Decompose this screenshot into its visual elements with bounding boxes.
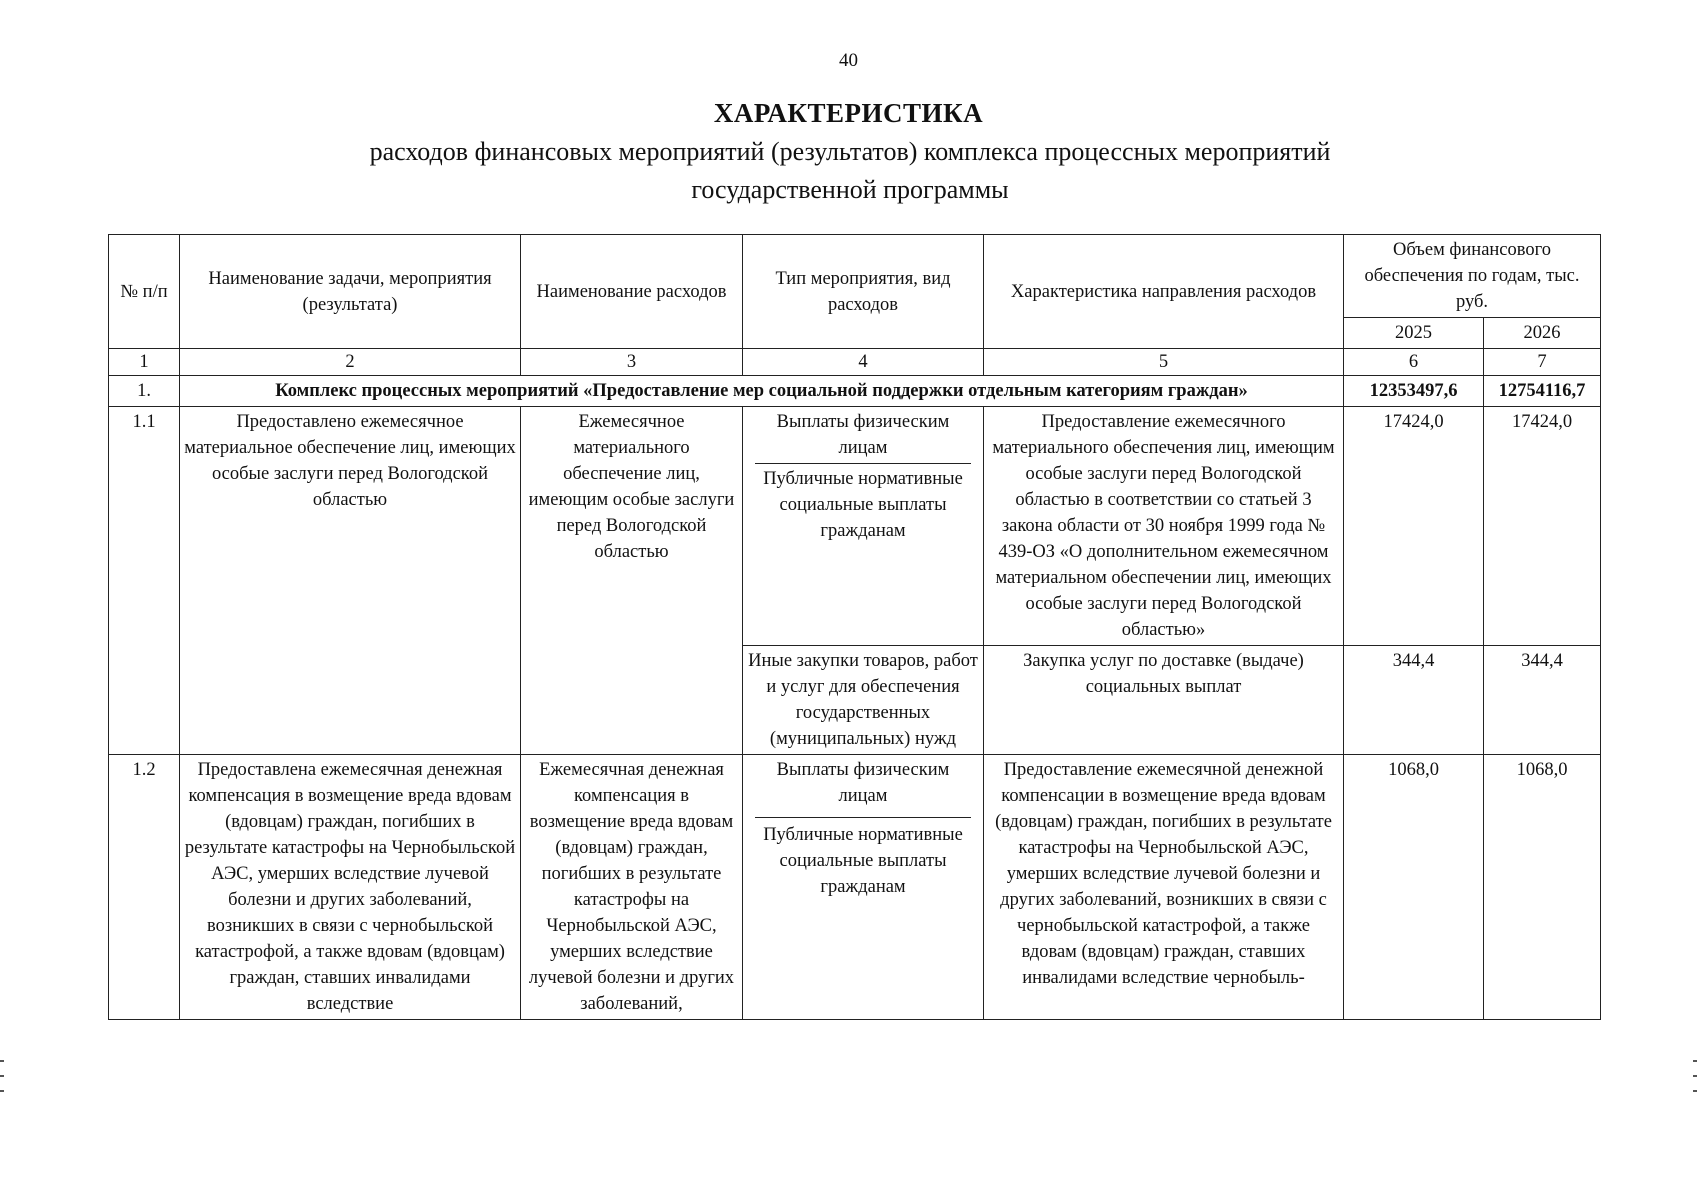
row-value-2025: 1068,0 bbox=[1344, 755, 1484, 1020]
column-number: 5 bbox=[984, 349, 1344, 376]
header-cell-type: Тип мероприятия, вид расходов bbox=[743, 235, 984, 349]
table-row bbox=[109, 755, 1601, 1020]
margin-mark bbox=[0, 1060, 4, 1062]
header-row bbox=[109, 235, 1601, 318]
column-number: 1 bbox=[109, 349, 180, 376]
subtitle-line-1: расходов финансовых мероприятий (результатов) комплекса процессных мероприятий bbox=[369, 137, 1331, 166]
column-number: 3 bbox=[521, 349, 743, 376]
row-value-2026: 17424,0 bbox=[1484, 407, 1601, 646]
document-title: ХАРАКТЕРИСТИКА bbox=[713, 98, 984, 128]
section-value-2025: 12353497,6 bbox=[1344, 376, 1484, 407]
row-description: Предоставление ежемесячной денежной компенсации в возмещение вреда вдовам (вдовцам) граждан, погибших в результате катастрофы на Чернобыльской АЭС, умерших вследствие лучевой болезни и других заболеваний, возникших в связи с чернобыльской катастрофой, а также вдовам (вдовцам) граждан, ставших инвалидами вследствие чернобыль- bbox=[984, 755, 1344, 1020]
subtitle-line-2: государственной программы bbox=[691, 175, 1009, 204]
margin-mark bbox=[1693, 1060, 1697, 1062]
header-cell-year-2025: 2025 bbox=[1344, 318, 1484, 349]
header-cell-num: № п/п bbox=[109, 235, 180, 349]
row-value-2026: 1068,0 bbox=[1484, 755, 1601, 1020]
section-title: Комплекс процессных мероприятий «Предоставление мер социальной поддержки отдельным категориям граждан» bbox=[180, 376, 1344, 407]
document-subtitle bbox=[320, 133, 1380, 209]
row-type-secondary: Публичные нормативные социальные выплаты гражданам bbox=[763, 825, 963, 897]
table-row bbox=[109, 407, 1601, 646]
row-type bbox=[743, 407, 984, 646]
row-type-secondary: Публичные нормативные социальные выплаты гражданам bbox=[763, 469, 963, 541]
header-cell-description: Характеристика направления расходов bbox=[984, 235, 1344, 349]
row-expense: Ежемесячная денежная компенсация в возмещение вреда вдовам (вдовцам) граждан, погибших в результате катастрофы на Чернобыльской АЭС, умерших вследствие лучевой болезни и других заболеваний, bbox=[521, 755, 743, 1020]
row-task: Предоставлена ежемесячная денежная компенсация в возмещение вреда вдовам (вдовцам) граждан, погибших в результате катастрофы на Чернобыльской АЭС, умерших вследствие лучевой болезни и других заболеваний, возникших в связи с чернобыльской катастрофой, а также вдовам (вдовцам) граждан, ставших инвалидами вследствие bbox=[180, 755, 521, 1020]
row-type-primary: Выплаты физическим лицам bbox=[755, 755, 971, 818]
expense-table bbox=[108, 234, 1600, 1020]
section-row bbox=[109, 376, 1601, 407]
row-description: Предоставление ежемесячного материального обеспечения лиц, имеющим особые заслуги перед Вологодской областью в соответствии со статьей 3 закона области от 30 ноября 1999 года № 439-ОЗ «О дополнительном ежемесячном материальном обеспечении лиц, имеющих особые заслуги перед Вологодской областью» bbox=[984, 407, 1344, 646]
row-value-2025: 17424,0 bbox=[1344, 407, 1484, 646]
row-expense: Ежемесячное материального обеспечение лиц, имеющим особые заслуги перед Вологодской областью bbox=[521, 407, 743, 755]
section-value-2026: 12754116,7 bbox=[1484, 376, 1601, 407]
row-value-2025: 344,4 bbox=[1344, 646, 1484, 755]
section-number: 1. bbox=[109, 376, 180, 407]
row-type bbox=[743, 755, 984, 1020]
row-number: 1.1 bbox=[109, 407, 180, 755]
header-cell-task: Наименование задачи, мероприятия (результата) bbox=[180, 235, 521, 349]
column-number: 6 bbox=[1344, 349, 1484, 376]
row-description: Закупка услуг по доставке (выдаче) социальных выплат bbox=[984, 646, 1344, 755]
row-type-primary: Выплаты физическим лицам bbox=[755, 407, 971, 464]
row-task: Предоставлено ежемесячное материальное обеспечение лиц, имеющих особые заслуги перед Вологодской областью bbox=[180, 407, 521, 755]
column-number: 2 bbox=[180, 349, 521, 376]
page-number: 40 bbox=[839, 50, 858, 71]
header-cell-year-2026: 2026 bbox=[1484, 318, 1601, 349]
column-number: 7 bbox=[1484, 349, 1601, 376]
header-cell-funding: Объем финансового обеспечения по годам, тыс. руб. bbox=[1344, 235, 1601, 318]
column-number-row bbox=[109, 349, 1601, 376]
row-value-2026: 344,4 bbox=[1484, 646, 1601, 755]
column-number: 4 bbox=[743, 349, 984, 376]
margin-mark bbox=[0, 1090, 4, 1092]
margin-mark bbox=[1693, 1075, 1697, 1077]
margin-mark bbox=[1693, 1090, 1697, 1092]
row-number: 1.2 bbox=[109, 755, 180, 1020]
row-type: Иные закупки товаров, работ и услуг для обеспечения государственных (муниципальных) нужд bbox=[743, 646, 984, 755]
margin-mark bbox=[0, 1075, 4, 1077]
header-cell-expense: Наименование расходов bbox=[521, 235, 743, 349]
